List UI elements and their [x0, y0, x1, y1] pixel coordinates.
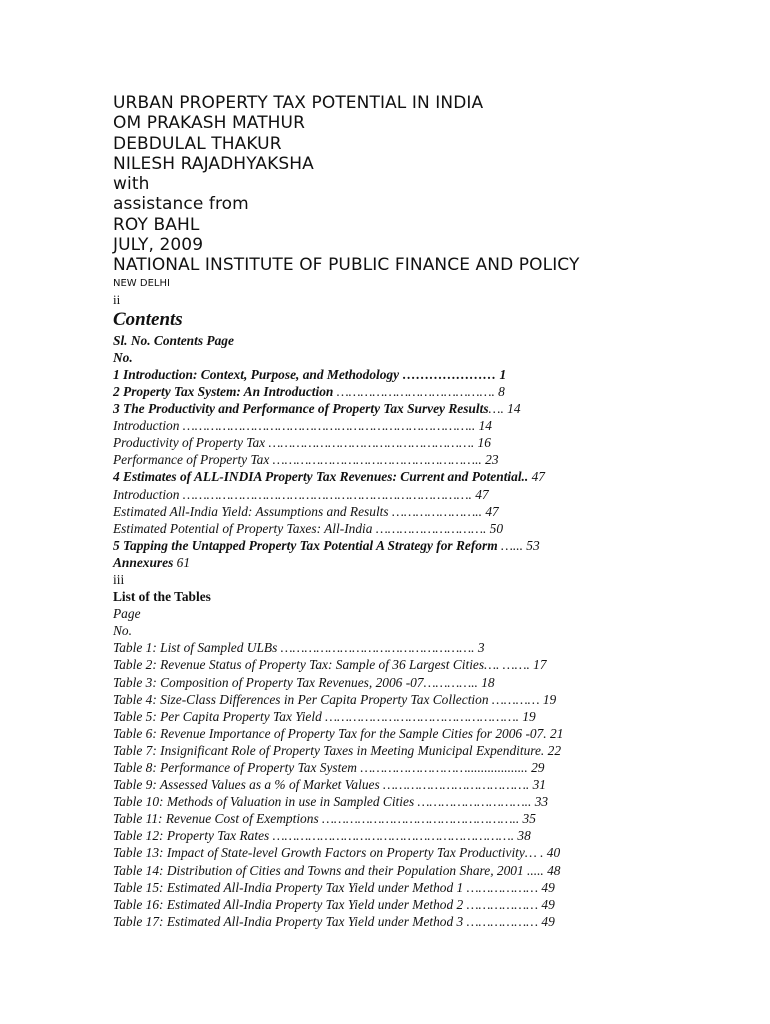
- assistant-name: ROY BAHL: [113, 214, 200, 235]
- toc-chapter-page: …... 53: [497, 537, 540, 553]
- toc-column-header: No.: [113, 349, 133, 365]
- table-entry: Table 15: Estimated All-India Property Tax Yield under Method 1 ……………… 49: [113, 879, 555, 895]
- report-date: JULY, 2009: [113, 235, 204, 256]
- toc-section: Estimated Potential of Property Taxes: All-India ………………………. 50: [113, 520, 504, 536]
- toc-chapter-3: [113, 400, 750, 417]
- tables-list: [113, 639, 750, 930]
- toc-chapter-page: …………………………………. 8: [333, 383, 505, 399]
- toc-chapter-title: 2 Property Tax System: An Introduction: [113, 383, 334, 399]
- report-title: URBAN PROPERTY TAX POTENTIAL IN INDIA: [113, 93, 484, 113]
- toc-chapter-page: …. 14: [488, 401, 521, 417]
- table-entry: Table 10: Methods of Valuation in use in Sampled Cities ……………………….. 33: [113, 794, 549, 810]
- table-entry: Table 8: Performance of Property Tax System ……………………….................. 29: [113, 760, 545, 776]
- toc-chapter-title: Annexures: [113, 554, 174, 570]
- toc-section: Introduction ………………………………………………………………. 47: [113, 486, 489, 502]
- toc-chapter-4: [113, 468, 750, 485]
- toc-chapter-title: 3 The Productivity and Performance of Property Tax Survey Results: [113, 401, 489, 417]
- toc-section: Performance of Property Tax …………………………………………….. 23: [113, 452, 499, 468]
- table-entry: Table 6: Revenue Importance of Property Tax for the Sample Cities for 2006 -07. 21: [113, 725, 564, 741]
- toc-section: Introduction ……………………………………………………………….. 14: [113, 418, 492, 434]
- institute-name: NATIONAL INSTITUTE OF PUBLIC FINANCE AND POLICY: [113, 255, 580, 276]
- table-entry: Table 12: Property Tax Rates ……………………………………………………. 38: [113, 828, 531, 844]
- toc-section: Estimated All-India Yield: Assumptions and Results ………………….. 47: [113, 503, 499, 519]
- toc-chapter-page: 61: [173, 554, 191, 570]
- table-entry: Table 14: Distribution of Cities and Towns and their Population Share, 2001 ..... 48: [113, 862, 561, 878]
- table-entry: Table 2: Revenue Status of Property Tax: Sample of 36 Largest Cities…. ……. 17: [113, 657, 547, 673]
- toc-chapter-page: 47: [528, 469, 546, 485]
- tables-column-header: Page: [113, 606, 141, 622]
- table-entry: Table 17: Estimated All-India Property Tax Yield under Method 3 ……………… 49: [113, 913, 555, 929]
- toc-chapter-1: 1 Introduction: Context, Purpose, and Methodology ………………… 1: [113, 366, 507, 382]
- toc-section: Productivity of Property Tax ……………………………………………. 16: [113, 435, 491, 451]
- table-entry: Table 7: Insignificant Role of Property Taxes in Meeting Municipal Expenditure. 22: [113, 742, 562, 758]
- tables-heading: List of the Tables: [113, 589, 211, 605]
- table-entry: Table 5: Per Capita Property Tax Yield …………………………………………. 19: [113, 708, 536, 724]
- page-number: ii: [113, 291, 121, 307]
- page-number: iii: [113, 571, 125, 587]
- table-entry: Table 16: Estimated All-India Property Tax Yield under Method 2 ……………… 49: [113, 896, 555, 912]
- table-entry: Table 11: Revenue Cost of Exemptions ………………………………………….. 35: [113, 811, 536, 827]
- contents-heading: Contents: [113, 308, 183, 330]
- author-name: DEBDULAL THAKUR: [113, 133, 282, 154]
- table-entry: Table 4: Size-Class Differences in Per Capita Property Tax Collection ………… 19: [113, 691, 557, 707]
- table-entry: Table 9: Assessed Values as a % of Market Values ………………………………. 31: [113, 777, 546, 793]
- with-text: with: [113, 174, 150, 195]
- toc-chapter-5: [113, 537, 750, 554]
- toc-column-header: Sl. No. Contents Page: [113, 332, 234, 348]
- tables-column-header: No.: [113, 623, 132, 639]
- author-name: OM PRAKASH MATHUR: [113, 113, 306, 134]
- table-entry: Table 1: List of Sampled ULBs …………………………………………. 3: [113, 640, 485, 656]
- table-entry: Table 13: Impact of State-level Growth Factors on Property Tax Productivity… . 40: [113, 845, 561, 861]
- toc-chapter-title: 5 Tapping the Untapped Property Tax Potential A Strategy for Reform: [113, 537, 498, 553]
- assistance-text: assistance from: [113, 194, 249, 215]
- toc-chapter-title: 4 Estimates of ALL-INDIA Property Tax Revenues: Current and Potential..: [113, 469, 529, 485]
- toc-annexures: [113, 554, 750, 571]
- document-page: [113, 93, 750, 930]
- table-entry: Table 3: Composition of Property Tax Revenues, 2006 -07………….. 18: [113, 674, 495, 690]
- toc-chapter-2: [113, 383, 750, 400]
- institute-city: NEW DELHI: [113, 277, 170, 289]
- author-name: NILESH RAJADHYAKSHA: [113, 153, 314, 174]
